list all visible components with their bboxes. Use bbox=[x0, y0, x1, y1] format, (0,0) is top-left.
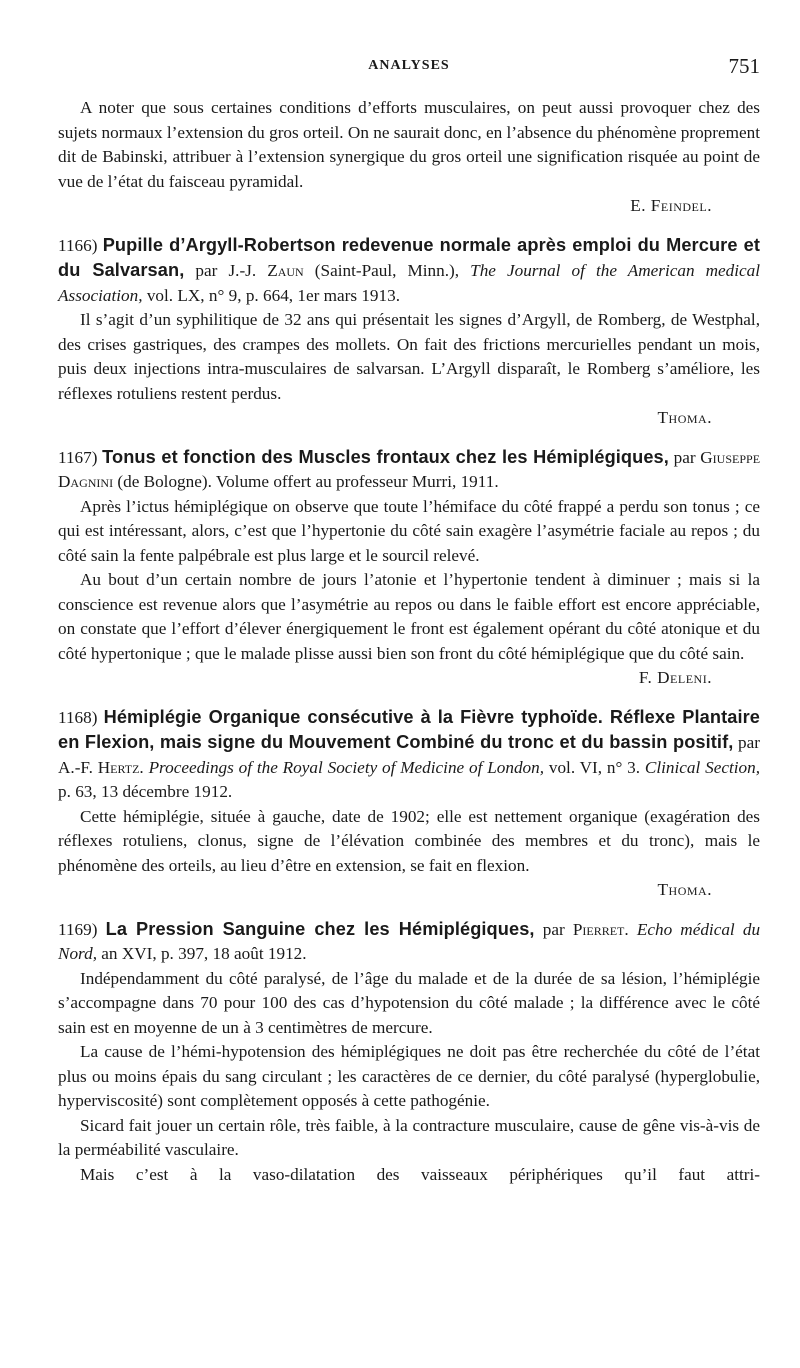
entry-1166-signature-line bbox=[58, 406, 760, 431]
entry-1169-paragraph-2: La cause de l’hémi-hypotension des hémiplégiques ne doit pas être recherchée du côté de l’état plus ou moins épais du sang circulant ; les caractères de ce dernier, du côté paralysé (hyperglobulie, hyperviscosité) sont complètement opposés à cette pathogénie. bbox=[58, 1042, 760, 1110]
entry-by: par bbox=[738, 733, 760, 752]
entry-authors: Pierret. bbox=[572, 919, 629, 939]
entry-number: 1169) bbox=[58, 919, 98, 939]
entry-number: 1166) bbox=[58, 235, 98, 255]
entry-1167-paragraph-2: Au bout d’un certain nombre de jours l’atonie et l’hypertonie tendent à diminuer ; mais si la conscience est revenue alors que l’asymétrie au repos ou dans le faible effort est encore appréciable, on constate que l’effort d’élever énergiquement le front est également opérant du côté atonique et du côté hypertonique ; que le malade plisse aussi bien son front du côté hémiplégique que du côté sain. bbox=[58, 570, 760, 663]
entry-title: La Pression Sanguine chez les Hémiplégiques, bbox=[105, 918, 535, 939]
entry-title: Pupille d’Argyll-Robertson redevenue normale après emploi du Mercure et du Salvarsan, bbox=[58, 234, 760, 280]
entry-signature: Thoma. bbox=[657, 408, 712, 427]
entry-source: Proceedings of the Royal Society of Medicine of London, bbox=[148, 757, 545, 777]
intro-signature-line bbox=[58, 194, 760, 219]
running-title: ANALYSES bbox=[368, 58, 450, 73]
entry-number: 1168) bbox=[58, 707, 98, 727]
entry-1168-paragraph: Cette hémiplégie, située à gauche, date de 1902; elle est nettement organique (exagération des réflexes rotuliens, clonus, signe de l’élévation combinée des membres et du tronc), mais le phénomène des orteils, au lieu d’être en extension, se fait en flexion. bbox=[58, 806, 760, 875]
entry-number: 1167) bbox=[58, 447, 98, 467]
entry-ref: an XVI, p. 397, 18 août 1912. bbox=[101, 944, 307, 963]
entry-authors: J.-J. Zaun bbox=[228, 261, 304, 280]
entry-signature: F. Deleni. bbox=[638, 668, 712, 687]
entry-by: par bbox=[195, 261, 218, 280]
entry-ref-2: p. 63, 13 décembre 1912. bbox=[58, 782, 233, 801]
entry-authors: Giuseppe Dagnini bbox=[58, 447, 761, 491]
entry-1167-signature-line bbox=[58, 666, 760, 691]
entry-1167-paragraph-1: Après l’ictus hémiplégique on observe que toute l’hémiface du côté frappé a perdu son tonus ; ce qui est intéressant, alors, c’est que l’hypertonie du côté sain exagère l’asymétrie faciale au repos ; du côté sain la fente palpébrale est plus large et le sourcil relevé. bbox=[58, 496, 760, 565]
entry-source: The Journal of the American medical Association, bbox=[58, 261, 761, 305]
entry-1167-heading bbox=[58, 445, 760, 495]
entry-ref: vol. VI, n° 3. bbox=[548, 757, 641, 777]
entry-ref: Volume offert au professeur Murri, 1911. bbox=[215, 472, 499, 491]
page-number: 751 bbox=[728, 54, 760, 78]
entry-place: (Saint-Paul, Minn.), bbox=[314, 261, 460, 280]
entry-1166-heading bbox=[58, 233, 760, 309]
entry-1169-paragraph-3: Sicard fait jouer un certain rôle, très faible, à la contracture musculaire, cause de gêne vis-à-vis de la perméabilité vasculaire. bbox=[58, 1115, 760, 1159]
entry-1168-signature-line bbox=[58, 878, 760, 903]
intro-paragraph: A noter que sous certaines conditions d’efforts musculaires, on peut aussi provoquer chez des sujets normaux l’extension du gros orteil. On ne saurait donc, en l’absence du phénomène proprement dit de Babinski, attribuer à l’extension synergique du gros orteil une signification risquée au point de vue de l’état du faisceau pyramidal. bbox=[58, 98, 760, 191]
entry-source-2: Clinical Section, bbox=[644, 757, 760, 777]
entry-source: Echo médical du Nord, bbox=[58, 919, 761, 963]
entry-1169-heading bbox=[58, 917, 760, 967]
entry-title: Hémiplégie Organique consécutive à la Fièvre typhoïde. Réflexe Plantaire en Flexion, mais signe du Mouvement Combiné du tronc et du bassin positif, bbox=[58, 706, 760, 752]
entry-ref: vol. LX, n° 9, p. 664, 1er mars 1913. bbox=[146, 285, 401, 305]
intro-signature: E. Feindel. bbox=[630, 196, 712, 215]
running-header bbox=[58, 56, 760, 82]
entry-place: (de Bologne). bbox=[117, 472, 212, 491]
article-body bbox=[58, 96, 760, 1187]
entry-1168-heading bbox=[58, 705, 760, 805]
entry-1166-paragraph: Il s’agit d’un syphilitique de 32 ans qui présentait les signes d’Argyll, de Romberg, de Westphal, des crises gastriques, des crampes des mollets. On fait des frictions mercurielles pendant un mois, puis deux injections intra-musculaires de salvarsan. L’Argyll disparaît, le Romberg s’améliore, les réflexes rotuliens restent perdus. bbox=[58, 310, 760, 403]
entry-signature: Thoma. bbox=[657, 880, 712, 899]
entry-by: par bbox=[542, 919, 565, 939]
entry-by: par bbox=[673, 447, 696, 467]
entry-1169-paragraph-1: Indépendamment du côté paralysé, de l’âge du malade et de la durée de sa lésion, l’hémiplégie s’accompagne dans 70 pour 100 des cas d’hypotension du côté malade ; la différence avec le côté sain est en moyenne de un à 3 centimètres de mercure. bbox=[58, 968, 760, 1037]
entry-title: Tonus et fonction des Muscles frontaux chez les Hémiplégiques, bbox=[102, 446, 669, 467]
entry-authors: A.-F. Hertz. bbox=[58, 757, 144, 777]
entry-1169-paragraph-4: Mais c’est à la vaso-dilatation des vaisseaux périphériques qu’il faut attri- bbox=[80, 1164, 760, 1184]
